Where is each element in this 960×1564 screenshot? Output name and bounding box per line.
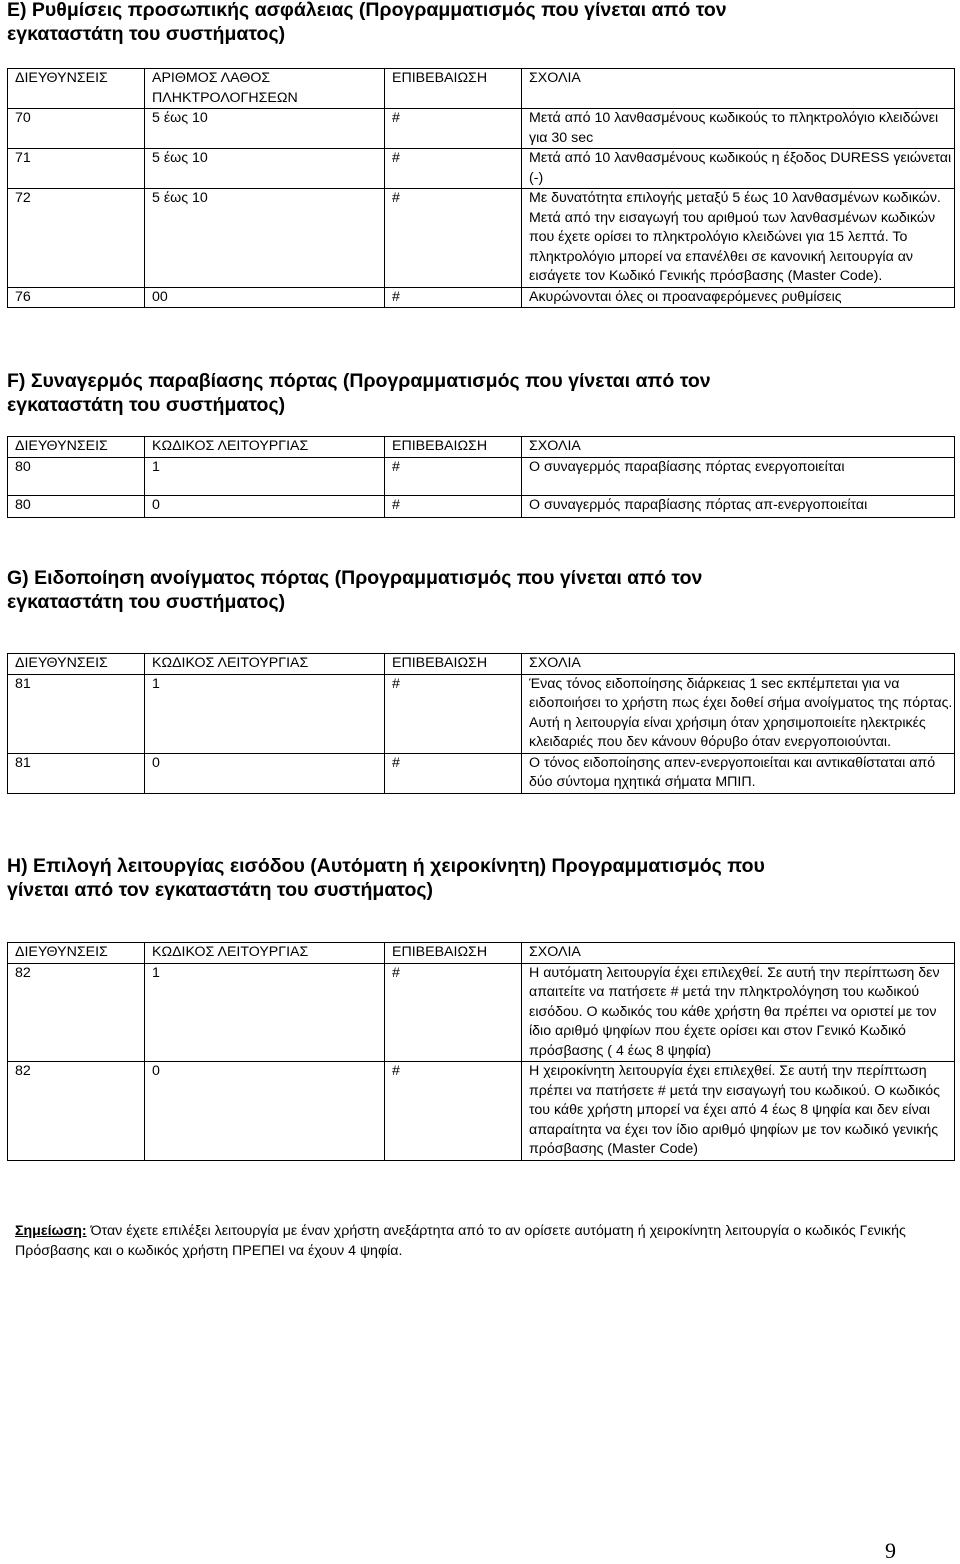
table-header-row (8, 69, 955, 109)
address-cell: 80 (8, 495, 145, 517)
address-cell: 70 (8, 109, 145, 149)
confirm-cell: # (385, 1062, 522, 1161)
column-header: ΔΙΕΥΘΥΝΣΕΙΣ (8, 654, 145, 675)
comment-cell: Ο συναγερμός παραβίασης πόρτας ενεργοποιείται (522, 457, 955, 495)
table-row (8, 457, 955, 495)
address-cell: 76 (8, 287, 145, 308)
table-row (8, 287, 955, 308)
section-g-table (7, 653, 955, 794)
confirm-cell: # (385, 753, 522, 793)
comment-cell: Μετά από 10 λανθασμένους κωδικούς το πληκτρολόγιο κλειδώνει για 30 sec (522, 109, 955, 149)
column-header: ΔΙΕΥΘΥΝΣΕΙΣ (8, 943, 145, 964)
comment-cell: Μετά από 10 λανθασμένους κωδικούς η έξοδος DURESS γειώνεται (-) (522, 149, 955, 189)
table-header-row (8, 437, 955, 458)
address-cell: 82 (8, 963, 145, 1062)
value-cell: 1 (145, 963, 385, 1062)
column-header: ΣΧΟΛΙΑ (522, 943, 955, 964)
address-cell: 81 (8, 674, 145, 753)
value-cell: 5 έως 10 (145, 149, 385, 189)
value-cell: 5 έως 10 (145, 189, 385, 288)
table-row (8, 1062, 955, 1161)
section-h-title: H) Επιλογή λειτουργίας εισόδου (Αυτόματη ή χειροκίνητη) Προγραμματισμός που γίνεται από τον εγκαταστάτη του συστήματος) (7, 855, 765, 901)
section-f-table (7, 436, 955, 518)
note-text: Όταν έχετε επιλέξει λειτουργία με έναν χρήστη ανεξάρτητα από το αν ορίσετε αυτόματη ή χειροκίνητη λειτουργία ο κωδικός Γενικής Πρόσβασης και ο κωδικός χρήστη ΠΡΕΠΕΙ να έχουν 4 ψηφία. (15, 1223, 906, 1259)
table-header-row (8, 943, 955, 964)
address-cell: 82 (8, 1062, 145, 1161)
section-g-title: G) Ειδοποίηση ανοίγματος πόρτας (Προγραμματισμός που γίνεται από τον εγκαταστάτη του συστήματος) (7, 567, 703, 613)
section-e-title: E) Ρυθμίσεις προσωπικής ασφάλειας (Προγραμματισμός που γίνεται από τον εγκαταστάτη του συστήματος) (7, 0, 727, 45)
section-h-table (7, 942, 955, 1161)
confirm-cell: # (385, 189, 522, 288)
confirm-cell: # (385, 149, 522, 189)
table-row (8, 189, 955, 288)
value-cell: 0 (145, 753, 385, 793)
section-f-title: F) Συναγερμός παραβίασης πόρτας (Προγραμματισμός που γίνεται από τον εγκαταστάτη του συστήματος) (7, 370, 711, 416)
value-cell: 1 (145, 457, 385, 495)
column-header: ΔΙΕΥΘΥΝΣΕΙΣ (8, 437, 145, 458)
column-header: ΕΠΙΒΕΒΑΙΩΣΗ (385, 437, 522, 458)
section-e-table (7, 68, 955, 308)
comment-cell: Με δυνατότητα επιλογής μεταξύ 5 έως 10 λανθασμένων κωδικών. Μετά από την εισαγωγή του αριθμού των λανθασμένων κωδικών που έχετε ορίσει το πληκτρολόγιο κλειδώνει για 15 λεπτά. Το πληκτρολόγιο μπορεί να επανέλθει σε κανονική λειτουργία αν εισάγετε τον Κωδικό Γενικής πρόσβασης (Master Code). (522, 189, 955, 288)
table-row (8, 674, 955, 753)
note-paragraph (15, 1222, 915, 1261)
table-row (8, 495, 955, 517)
note-label: Σημείωση: (15, 1223, 87, 1239)
comment-cell: Ο τόνος ειδοποίησης απεν-ενεργοποιείται και αντικαθίσταται από δύο σύντομα ηχητικά σήματα ΜΠΙΠ. (522, 753, 955, 793)
comment-cell: Η αυτόματη λειτουργία έχει επιλεχθεί. Σε αυτή την περίπτωση δεν απαιτείτε να πατήσετε # μετά την πληκτρολόγηση του κωδικού εισόδου. Ο κωδικός του κάθε χρήστη θα πρέπει να οριστεί με τον ίδιο αριθμό ψηφίων που έχετε ορίσει και στον Γενικό Κωδικό πρόσβασης ( 4 έως 8 ψηφία) (522, 963, 955, 1062)
comment-cell: Η χειροκίνητη λειτουργία έχει επιλεχθεί. Σε αυτή την περίπτωση πρέπει να πατήσετε # μετά την εισαγωγή του κωδικού. Ο κωδικός του κάθε χρήστη μπορεί να έχει από 4 έως 8 ψηφία και δεν είναι απαραίτητα να έχει τον ίδιο αριθμό ψηφίων με τον κωδικό γενικής πρόσβασης (Master Code) (522, 1062, 955, 1161)
column-header: ΑΡΙΘΜΟΣ ΛΑΘΟΣ ΠΛΗΚΤΡΟΛΟΓΗΣΕΩΝ (145, 69, 385, 109)
column-header: ΚΩΔΙΚΟΣ ΛΕΙΤΟΥΡΓΙΑΣ (145, 943, 385, 964)
table-row (8, 963, 955, 1062)
table-row (8, 109, 955, 149)
table-row (8, 149, 955, 189)
column-header: ΚΩΔΙΚΟΣ ΛΕΙΤΟΥΡΓΙΑΣ (145, 437, 385, 458)
column-header: ΕΠΙΒΕΒΑΙΩΣΗ (385, 943, 522, 964)
address-cell: 81 (8, 753, 145, 793)
column-header: ΣΧΟΛΙΑ (522, 437, 955, 458)
column-header: ΕΠΙΒΕΒΑΙΩΣΗ (385, 654, 522, 675)
table-header-row (8, 654, 955, 675)
table-row (8, 753, 955, 793)
comment-cell: Ακυρώνονται όλες οι προαναφερόμενες ρυθμίσεις (522, 287, 955, 308)
value-cell: 00 (145, 287, 385, 308)
page-number: 9 (885, 1538, 896, 1563)
confirm-cell: # (385, 109, 522, 149)
confirm-cell: # (385, 963, 522, 1062)
column-header: ΚΩΔΙΚΟΣ ΛΕΙΤΟΥΡΓΙΑΣ (145, 654, 385, 675)
column-header: ΣΧΟΛΙΑ (522, 654, 955, 675)
value-cell: 0 (145, 1062, 385, 1161)
confirm-cell: # (385, 674, 522, 753)
address-cell: 72 (8, 189, 145, 288)
column-header: ΣΧΟΛΙΑ (522, 69, 955, 109)
confirm-cell: # (385, 457, 522, 495)
confirm-cell: # (385, 287, 522, 308)
confirm-cell: # (385, 495, 522, 517)
address-cell: 80 (8, 457, 145, 495)
value-cell: 1 (145, 674, 385, 753)
comment-cell: Ο συναγερμός παραβίασης πόρτας απ-ενεργοποιείται (522, 495, 955, 517)
value-cell: 0 (145, 495, 385, 517)
column-header: ΕΠΙΒΕΒΑΙΩΣΗ (385, 69, 522, 109)
comment-cell: Ένας τόνος ειδοποίησης διάρκειας 1 sec εκπέμπεται για να ειδοποιήσει το χρήστη πως έχει δοθεί σήμα ανοίγματος της πόρτας. Αυτή η λειτουργία είναι χρήσιμη όταν χρησιμοποιείτε ηλεκτρικές κλειδαριές που δεν κάνουν θόρυβο όταν ενεργοποιούνται. (522, 674, 955, 753)
column-header: ΔΙΕΥΘΥΝΣΕΙΣ (8, 69, 145, 109)
value-cell: 5 έως 10 (145, 109, 385, 149)
address-cell: 71 (8, 149, 145, 189)
